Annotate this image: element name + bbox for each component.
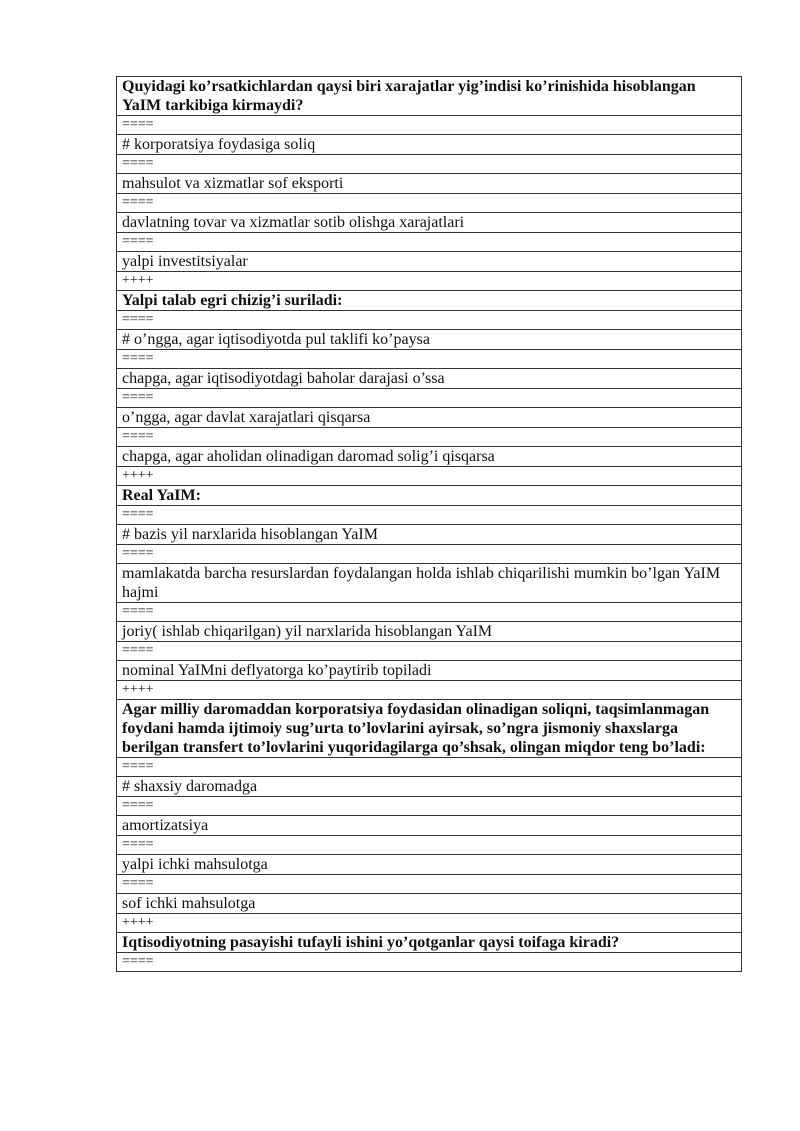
answer-option: # bazis yil narxlarida hisoblangan YaIM <box>117 525 742 545</box>
question-text-row <box>117 933 742 953</box>
answer-option-row <box>117 369 742 389</box>
option-separator: ==== <box>117 642 742 661</box>
option-separator-row <box>117 545 742 564</box>
option-separator: ==== <box>117 389 742 408</box>
block-separator-row <box>117 681 742 700</box>
question-text-row <box>117 77 742 116</box>
answer-option: sof ichki mahsulotga <box>117 894 742 914</box>
answer-option-row <box>117 174 742 194</box>
block-separator: ++++ <box>117 272 742 291</box>
option-separator: ==== <box>117 350 742 369</box>
option-separator: ==== <box>117 194 742 213</box>
question-text-row <box>117 291 742 311</box>
option-separator-row <box>117 506 742 525</box>
option-separator-row <box>117 116 742 135</box>
question-text: Agar milliy daromaddan korporatsiya foydasidan olinadigan soliqni, taqsimlanmagan foydani hamda ijtimoiy sug’urta to’lovlarini ayirsak, so’ngra jismoniy shaxslarga berilgan transfert to’lovlarini yuqoridagilarga qo’shsak, olingan miqdor teng bo’ladi: <box>117 700 742 758</box>
answer-option: # shaxsiy daromadga <box>117 777 742 797</box>
option-separator: ==== <box>117 233 742 252</box>
option-separator-row <box>117 311 742 330</box>
option-separator-row <box>117 233 742 252</box>
answer-option-row <box>117 135 742 155</box>
answer-option: chapga, agar iqtisodiyotdagi baholar darajasi o’ssa <box>117 369 742 389</box>
answer-option-row <box>117 408 742 428</box>
option-separator: ==== <box>117 428 742 447</box>
answer-option: yalpi investitsiyalar <box>117 252 742 272</box>
answer-option: # o’ngga, agar iqtisodiyotda pul taklifi ko’paysa <box>117 330 742 350</box>
option-separator: ==== <box>117 311 742 330</box>
option-separator-row <box>117 758 742 777</box>
option-separator: ==== <box>117 797 742 816</box>
option-separator: ==== <box>117 836 742 855</box>
option-separator-row <box>117 428 742 447</box>
block-separator-row <box>117 914 742 933</box>
option-separator-row <box>117 194 742 213</box>
option-separator: ==== <box>117 603 742 622</box>
block-separator-row <box>117 467 742 486</box>
block-separator: ++++ <box>117 914 742 933</box>
option-separator-row <box>117 642 742 661</box>
answer-option-row <box>117 855 742 875</box>
block-separator: ++++ <box>117 681 742 700</box>
answer-option: o’ngga, agar davlat xarajatlari qisqarsa <box>117 408 742 428</box>
answer-option: mahsulot va xizmatlar sof eksporti <box>117 174 742 194</box>
option-separator-row <box>117 350 742 369</box>
answer-option-row <box>117 330 742 350</box>
option-separator-row <box>117 389 742 408</box>
option-separator-row <box>117 875 742 894</box>
option-separator-row <box>117 836 742 855</box>
answer-option: joriy( ishlab chiqarilgan) yil narxlarida hisoblangan YaIM <box>117 622 742 642</box>
option-separator: ==== <box>117 116 742 135</box>
question-text: Real YaIM: <box>117 486 742 506</box>
option-separator-row <box>117 797 742 816</box>
answer-option: mamlakatda barcha resurslardan foydalangan holda ishlab chiqarilishi mumkin bo’lgan YaIM hajmi <box>117 564 742 603</box>
answer-option: nominal YaIMni deflyatorga ko’paytirib topiladi <box>117 661 742 681</box>
answer-option: amortizatsiya <box>117 816 742 836</box>
option-separator: ==== <box>117 506 742 525</box>
block-separator-row <box>117 272 742 291</box>
answer-option-row <box>117 816 742 836</box>
answer-option-row <box>117 525 742 545</box>
question-text: Yalpi talab egri chizig’i suriladi: <box>117 291 742 311</box>
option-separator-row <box>117 953 742 972</box>
option-separator-row <box>117 603 742 622</box>
option-separator: ==== <box>117 875 742 894</box>
answer-option: davlatning tovar va xizmatlar sotib olishga xarajatlari <box>117 213 742 233</box>
option-separator: ==== <box>117 953 742 972</box>
answer-option-row <box>117 622 742 642</box>
answer-option: chapga, agar aholidan olinadigan daromad solig’i qisqarsa <box>117 447 742 467</box>
question-text-row <box>117 700 742 758</box>
answer-option-row <box>117 894 742 914</box>
question-text: Iqtisodiyotning pasayishi tufayli ishini yo’qotganlar qaysi toifaga kiradi? <box>117 933 742 953</box>
question-table <box>116 76 742 972</box>
question-text: Quyidagi ko’rsatkichlardan qaysi biri xarajatlar yig’indisi ko’rinishida hisoblangan YaIM tarkibiga kirmaydi? <box>117 77 742 116</box>
answer-option-row <box>117 213 742 233</box>
answer-option-row <box>117 252 742 272</box>
answer-option-row <box>117 447 742 467</box>
answer-option-row <box>117 777 742 797</box>
answer-option: yalpi ichki mahsulotga <box>117 855 742 875</box>
answer-option: # korporatsiya foydasiga soliq <box>117 135 742 155</box>
answer-option-row <box>117 661 742 681</box>
option-separator: ==== <box>117 545 742 564</box>
block-separator: ++++ <box>117 467 742 486</box>
option-separator-row <box>117 155 742 174</box>
option-separator: ==== <box>117 758 742 777</box>
answer-option-row <box>117 564 742 603</box>
document-page <box>116 76 742 972</box>
option-separator: ==== <box>117 155 742 174</box>
question-text-row <box>117 486 742 506</box>
